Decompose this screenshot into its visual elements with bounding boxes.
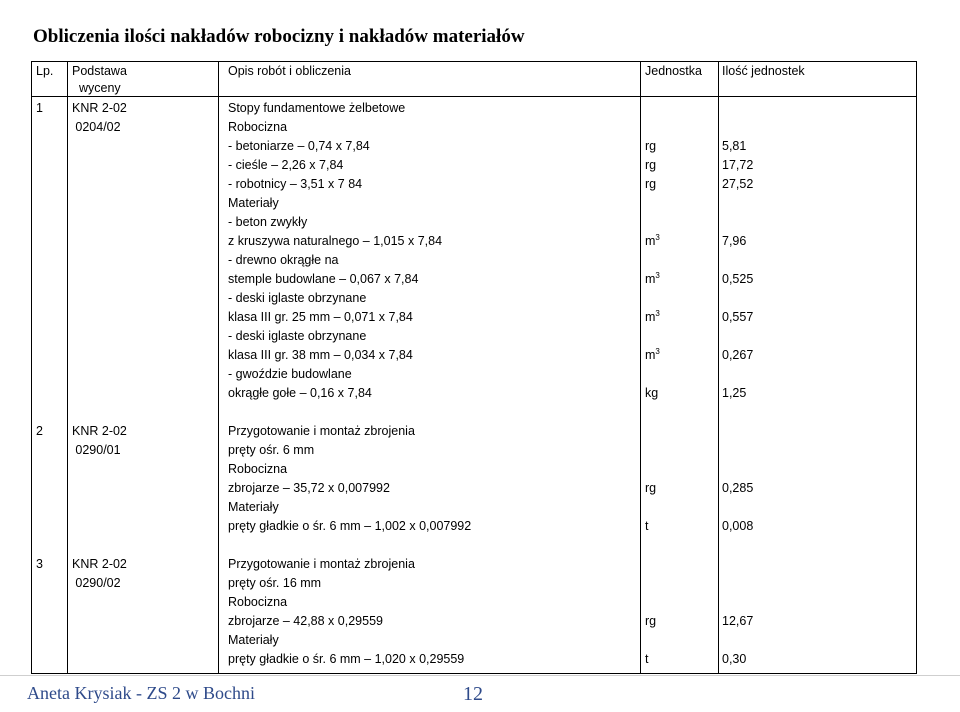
section1-basis-code: 0204/02 <box>75 120 121 134</box>
footer <box>0 675 960 712</box>
section3-lp: 3 <box>36 557 43 571</box>
unit-exponent: 3 <box>655 308 660 318</box>
section1-basis: KNR 2-02 <box>72 101 127 115</box>
unit-symbol: rg <box>645 481 657 495</box>
section1-lp: 1 <box>36 101 43 115</box>
row-quantity: 0,267 <box>722 348 754 362</box>
row-unit <box>645 308 660 327</box>
footer-divider <box>0 675 960 676</box>
unit-symbol: t <box>645 652 649 666</box>
row-unit <box>645 346 660 365</box>
column-divider <box>67 62 68 673</box>
row-unit <box>645 517 648 536</box>
row-description: Stopy fundamentowe żelbetowe <box>228 101 406 115</box>
section2-lp: 2 <box>36 424 43 438</box>
section2-basis: KNR 2-02 <box>72 424 127 438</box>
unit-exponent: 3 <box>655 232 660 242</box>
calculation-table <box>31 61 917 674</box>
row-description: zbrojarze – 42,88 x 0,29559 <box>228 614 383 628</box>
row-quantity: 27,52 <box>722 177 754 191</box>
header-podstawa: Podstawa <box>72 64 127 78</box>
unit-symbol: kg <box>645 386 659 400</box>
unit-symbol: rg <box>645 158 657 172</box>
unit-exponent: 3 <box>655 270 660 280</box>
column-divider <box>718 62 719 673</box>
header-wyceny: wyceny <box>79 81 121 95</box>
row-unit <box>645 137 656 156</box>
row-quantity: 0,30 <box>722 652 747 666</box>
row-description: Materiały <box>228 500 279 514</box>
row-unit <box>645 650 648 669</box>
row-description: Przygotowanie i montaż zbrojenia <box>228 424 415 438</box>
row-unit <box>645 612 656 631</box>
header-jednostka: Jednostka <box>645 64 702 78</box>
unit-symbol: m <box>645 310 656 324</box>
header-opis: Opis robót i obliczenia <box>228 64 351 78</box>
row-unit <box>645 175 656 194</box>
section3-basis-code: 0290/02 <box>75 576 121 590</box>
row-unit <box>645 384 658 403</box>
row-description: - robotnicy – 3,51 x 7 84 <box>228 177 363 191</box>
row-quantity: 0,557 <box>722 310 754 324</box>
page-number: 12 <box>463 683 483 705</box>
row-quantity: 7,96 <box>722 234 747 248</box>
unit-symbol: m <box>645 348 656 362</box>
row-description: klasa III gr. 25 mm – 0,071 x 7,84 <box>228 310 413 324</box>
row-description: pręty gładkie o śr. 6 mm – 1,020 x 0,29559 <box>228 652 465 666</box>
row-quantity: 0,525 <box>722 272 754 286</box>
row-description: - gwoździe budowlane <box>228 367 352 381</box>
header-divider <box>32 96 916 97</box>
row-description: - beton zwykły <box>228 215 308 229</box>
row-description: Robocizna <box>228 120 288 134</box>
row-unit <box>645 479 656 498</box>
unit-symbol: m <box>645 272 656 286</box>
row-description: Materiały <box>228 633 279 647</box>
section3-basis: KNR 2-02 <box>72 557 127 571</box>
row-description: okrągłe gołe – 0,16 x 7,84 <box>228 386 372 400</box>
unit-exponent: 3 <box>655 346 660 356</box>
row-unit <box>645 156 656 175</box>
row-description: pręty ośr. 16 mm <box>228 576 322 590</box>
row-description: - deski iglaste obrzynane <box>228 291 367 305</box>
row-description: Robocizna <box>228 462 288 476</box>
row-quantity: 1,25 <box>722 386 747 400</box>
unit-symbol: m <box>645 234 656 248</box>
row-description: - cieśle – 2,26 x 7,84 <box>228 158 344 172</box>
row-unit <box>645 270 660 289</box>
column-divider <box>218 62 219 673</box>
row-quantity: 0,285 <box>722 481 754 495</box>
unit-symbol: rg <box>645 139 657 153</box>
footer-author: Aneta Krysiak - ZS 2 w Bochni <box>27 683 255 703</box>
row-description: Robocizna <box>228 595 288 609</box>
unit-symbol: rg <box>645 177 657 191</box>
row-description: - drewno okrągłe na <box>228 253 339 267</box>
unit-symbol: t <box>645 519 649 533</box>
column-divider <box>640 62 641 673</box>
row-unit <box>645 232 660 251</box>
row-description: Przygotowanie i montaż zbrojenia <box>228 557 415 571</box>
row-quantity: 0,008 <box>722 519 754 533</box>
row-quantity: 12,67 <box>722 614 754 628</box>
row-description: pręty gładkie o śr. 6 mm – 1,002 x 0,007992 <box>228 519 472 533</box>
header-lp: Lp. <box>36 64 54 78</box>
row-quantity: 17,72 <box>722 158 754 172</box>
row-description: z kruszywa naturalnego – 1,015 x 7,84 <box>228 234 443 248</box>
row-description: - betoniarze – 0,74 x 7,84 <box>228 139 370 153</box>
row-description: Materiały <box>228 196 279 210</box>
row-description: klasa III gr. 38 mm – 0,034 x 7,84 <box>228 348 413 362</box>
header-ilosc: Ilość jednostek <box>722 64 805 78</box>
row-description: - deski iglaste obrzynane <box>228 329 367 343</box>
unit-symbol: rg <box>645 614 657 628</box>
row-description: stemple budowlane – 0,067 x 7,84 <box>228 272 419 286</box>
row-description: pręty ośr. 6 mm <box>228 443 315 457</box>
page-title: Obliczenia ilości nakładów robocizny i nakładów materiałów <box>33 26 525 47</box>
row-description: zbrojarze – 35,72 x 0,007992 <box>228 481 390 495</box>
section2-basis-code: 0290/01 <box>75 443 121 457</box>
row-quantity: 5,81 <box>722 139 747 153</box>
